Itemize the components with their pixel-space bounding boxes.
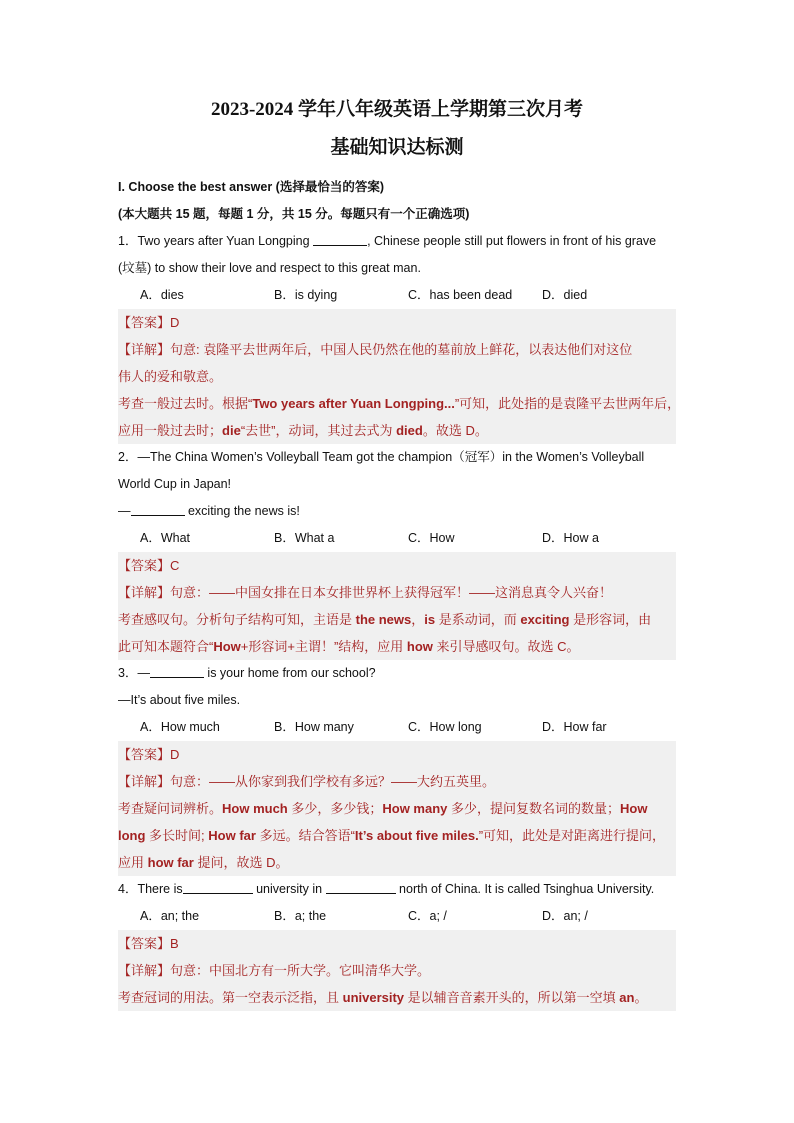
q3-exp-keyword: How many <box>382 801 448 816</box>
page-title: 2023-2024 学年八年级英语上学期第三次月考 <box>210 99 584 120</box>
question-4 <box>118 876 676 903</box>
q3-line-2: —It’s about five miles. <box>118 693 241 707</box>
q1-exp-text: 考查一般过去时。根据“ <box>118 396 253 411</box>
q3-answer-block <box>118 741 676 876</box>
q2-exp-keyword: How <box>213 639 241 654</box>
q4-explain-1 <box>118 984 676 1011</box>
q4-exp-text: 考查冠词的用法。第一空表示泛指，且 <box>118 990 343 1005</box>
q2-exp-keyword: the news <box>355 612 412 627</box>
q2-explain-1 <box>118 606 676 633</box>
q2-option-b: B．What a <box>274 531 335 545</box>
q2-exp-text: ， <box>411 612 425 627</box>
q2-exp-keyword: is <box>424 612 436 627</box>
q3-exp-text: 应用 <box>118 855 148 870</box>
q2-blank <box>131 503 185 516</box>
q1-exp-keyword: die <box>222 423 241 438</box>
q4-exp-text: 。 <box>634 990 648 1005</box>
q1-exp-text: 应用一般过去时； <box>118 423 223 438</box>
q2-option-d: D．How a <box>542 531 599 545</box>
q3-exp-text: 多长时间; <box>145 828 209 843</box>
q4-text-a: 4．There is <box>118 882 183 896</box>
q2-exp-text: 考查感叹句。分析句子结构可知，主语是 <box>118 612 356 627</box>
q1-option-a: A．dies <box>140 288 184 302</box>
q3-exp-text: 多少，多少钱； <box>287 801 383 816</box>
q4-option-b: B．a; the <box>274 909 327 923</box>
q1-text-post: , Chinese people still put flowers in front of his grave <box>367 234 657 248</box>
q2-option-c: C．How <box>408 531 455 545</box>
q3-exp-text: ”可知，此处是对距离进行提问， <box>478 828 666 843</box>
q3-exp-keyword: how far <box>147 855 194 870</box>
q2-detail-tag: 【详解】 <box>118 585 171 600</box>
q4-detail-tag: 【详解】 <box>118 963 171 978</box>
q1-line-2: (坟墓) to show their love and respect to this great man. <box>118 261 421 275</box>
q1-exp-text: “去世”，动词，其过去式为 <box>240 423 397 438</box>
q2-exp-keyword: how <box>406 639 433 654</box>
q1-option-c: C．has been dead <box>408 288 513 302</box>
section-note: (本大题共 15 题，每题 1 分，共 15 分。每题只有一个正确选项) <box>118 207 470 221</box>
q4-blank-1 <box>183 881 253 894</box>
q1-options <box>118 282 676 309</box>
exam-page <box>118 96 681 1011</box>
q2-dash: — <box>118 504 131 518</box>
q1-detail-2: 伟人的爱和敬意。 <box>118 369 223 384</box>
q3-detail-text: 句意：——从你家到我们学校有多远？——大约五英里。 <box>170 774 496 789</box>
q2-answer: 【答案】C <box>118 558 180 573</box>
q1-detail-1 <box>118 336 676 363</box>
q2-options <box>118 525 676 552</box>
q4-option-a: A．an; the <box>140 909 200 923</box>
q2-explain-2 <box>118 633 676 660</box>
q2-exp-keyword: exciting <box>520 612 570 627</box>
q3-text-post: is your home from our school? <box>203 666 376 680</box>
q4-option-c: C．a; / <box>408 909 447 923</box>
q3-exp-quote: It’s about five miles. <box>354 828 479 843</box>
q2-detail-1 <box>118 579 676 606</box>
q3-blank <box>150 665 204 678</box>
q1-text-pre: 1．Two years after Yuan Longping <box>118 234 310 248</box>
q4-blank-2 <box>326 881 396 894</box>
q3-explain-3 <box>118 849 676 876</box>
q2-answer-block <box>118 552 676 660</box>
q1-explain-1 <box>118 390 681 417</box>
q4-exp-keyword: university <box>342 990 405 1005</box>
q2-option-a: A．What <box>140 531 191 545</box>
q4-options <box>118 903 676 930</box>
q1-answer-block <box>118 309 681 444</box>
q2-exp-text: +形容词+主谓！”结构，应用 <box>240 639 407 654</box>
q4-answer: 【答案】B <box>118 936 179 951</box>
q1-option-d: D．died <box>542 288 588 302</box>
q2-exp-text: 是形容词，由 <box>569 612 652 627</box>
q3-explain-1 <box>118 795 676 822</box>
q4-answer-block <box>118 930 676 1011</box>
q3-option-c: C．How long <box>408 720 482 734</box>
q2-line-3 <box>118 498 676 525</box>
q3-exp-text: 多少，提问复数名词的数量； <box>447 801 621 816</box>
q1-exp-keyword: died <box>396 423 423 438</box>
q3-text-pre: 3．— <box>118 666 150 680</box>
q3-explain-2 <box>118 822 676 849</box>
q2-exp-text: 此可知本题符合“ <box>118 639 214 654</box>
q3-exp-text: 多远。结合答语“ <box>255 828 355 843</box>
question-1 <box>118 228 676 255</box>
q3-detail-tag: 【详解】 <box>118 774 171 789</box>
q2-text-post: exciting the news is! <box>184 504 300 518</box>
page-subtitle: 基础知识达标测 <box>330 137 464 158</box>
q3-option-b: B．How many <box>274 720 354 734</box>
q1-exp-quote: Two years after Yuan Longping... <box>252 396 455 411</box>
q3-exp-keyword: How much <box>222 801 288 816</box>
q3-detail-1 <box>118 768 676 795</box>
q1-blank <box>313 233 367 246</box>
q3-exp-keyword: How <box>620 801 648 816</box>
q1-explain-2 <box>118 417 676 444</box>
q2-exp-text: 来引导感叹句。故选 C。 <box>432 639 580 654</box>
q4-text-b: university in <box>252 882 326 896</box>
q1-detail-tag: 【详解】 <box>118 342 171 357</box>
q4-text-c: north of China. It is called Tsinghua University. <box>395 882 655 896</box>
q2-exp-text: 是系动词，而 <box>435 612 521 627</box>
question-2: 2．—The China Women’s Volleyball Team got the champion（冠军）in the Women’s Volleyball <box>118 450 645 464</box>
q2-detail-text: 句意：——中国女排在日本女排世界杯上获得冠军！——这消息真令人兴奋！ <box>170 585 613 600</box>
q2-line-2: World Cup in Japan! <box>118 477 232 491</box>
q3-exp-text: 考查疑问词辨析。 <box>118 801 223 816</box>
q4-exp-keyword: an <box>619 990 635 1005</box>
q1-answer: 【答案】D <box>118 315 180 330</box>
q4-detail-1 <box>118 957 676 984</box>
question-3 <box>118 660 676 687</box>
q1-exp-text: ”可知，此处指的是袁隆平去世两年后， <box>454 396 681 411</box>
q1-exp-text: 。故选 D。 <box>422 423 488 438</box>
section-heading: I. Choose the best answer (选择最恰当的答案) <box>118 180 385 194</box>
q3-option-d: D．How far <box>542 720 607 734</box>
q1-option-b: B．is dying <box>274 288 338 302</box>
q3-answer: 【答案】D <box>118 747 180 762</box>
q1-detail-text-1: 句意: 袁隆平去世两年后，中国人民仍然在他的墓前放上鲜花，以表达他们对这位 <box>170 342 633 357</box>
q3-option-a: A．How much <box>140 720 220 734</box>
q4-exp-text: 是以辅音音素开头的，所以第一空填 <box>404 990 620 1005</box>
q3-exp-keyword: How far <box>208 828 256 843</box>
q4-detail-text: 句意：中国北方有一所大学。它叫清华大学。 <box>170 963 431 978</box>
q3-options <box>118 714 676 741</box>
q3-exp-text: 提问，故选 D。 <box>193 855 289 870</box>
q3-exp-keyword: long <box>118 828 146 843</box>
q4-option-d: D．an; / <box>542 909 588 923</box>
